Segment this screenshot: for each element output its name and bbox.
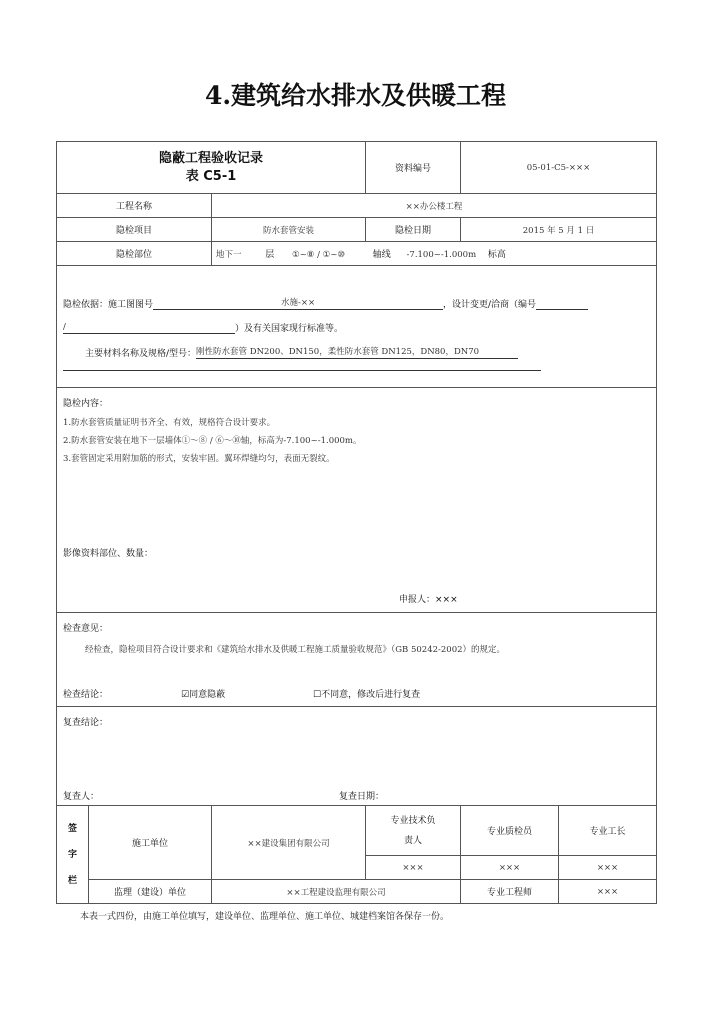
review-date: 复查日期： [339, 792, 385, 802]
agree-checkbox[interactable]: ☑同意隐蔽 [181, 690, 226, 700]
basis-suffix: ）及有关国家现行标准等。 [235, 324, 344, 334]
supervisor-name: ××工程建设监理有限公司 [212, 880, 461, 904]
content-item-3: 3.套管固定采用附加筋的形式，安装牢固。翼环焊缝均匀，表面无裂纹。 [63, 454, 335, 464]
signature-side-label [57, 806, 89, 904]
location-elev-label: 标高 [487, 250, 506, 260]
qc-name: ××× [461, 856, 559, 880]
disagree-checkbox[interactable]: ☐不同意，修改后进行复查 [313, 690, 421, 700]
inspection-text: 经检查，隐检项目符合设计要求和《建筑给水排水及供暖工程施工质量验收规范》（GB 50242-2002）的规定。 [85, 645, 506, 655]
review-label: 复查结论： [63, 718, 109, 728]
form-name: 隐蔽工程验收记录 [158, 150, 263, 166]
project-label: 工程名称 [57, 194, 212, 218]
location-axes: ①~⑧ / ①~⑩ [292, 250, 346, 260]
change-value: / [63, 321, 235, 334]
location-elev: -7.100~-1.000m [406, 250, 477, 260]
content-label: 隐检内容： [63, 399, 109, 409]
location-value [212, 242, 657, 266]
basis-prefix: 隐检依据：施工图图号 [63, 300, 154, 310]
reviewer: 复查人： [63, 792, 100, 802]
content-item-2: 2.防水套管安装在地下一层墙体①～⑧ / ⑥～⑩轴，标高为-7.100~-1.000m。 [63, 436, 362, 446]
material-label: 主要材料名称及规格/型号： [85, 349, 197, 359]
inspection-section [57, 613, 657, 707]
project-value: ××办公楼工程 [212, 194, 657, 218]
image-label: 影像资料部位、数量： [63, 549, 154, 559]
date-value: 2015 年 5 月 1 日 [461, 218, 657, 242]
constructor-label: 施工单位 [89, 806, 212, 880]
material-value: 刚性防水套管 DN200、DN150，柔性防水套管 DN125，DN80，DN70 [196, 346, 518, 359]
location-floor-unit: 层 [265, 250, 275, 260]
doc-no-value: 05-01-C5-××× [461, 142, 657, 194]
item-value: 防水套管安装 [212, 218, 366, 242]
location-floor: 地下一 [216, 250, 242, 260]
location-axis-label: 轴线 [372, 250, 391, 260]
foreman-name: ××× [559, 856, 657, 880]
item-label: 隐检项目 [57, 218, 212, 242]
engineer-name: ××× [559, 880, 657, 904]
tech-head-label: 专业技术负责人 [366, 806, 461, 856]
page-title: 4.建筑给水排水及供暖工程 [204, 81, 507, 110]
footer-note: 本表一式四份，由施工单位填写，建设单位、监理单位、施工单位、城建档案馆各保存一份。 [80, 912, 450, 922]
form-code: 表 C5-1 [185, 168, 237, 184]
doc-no-label: 资料编号 [366, 142, 461, 194]
applicant: 申报人：××× [399, 595, 458, 605]
location-label: 隐检部位 [57, 242, 212, 266]
form-header [57, 142, 366, 194]
conclusion-label: 检查结论： [63, 690, 109, 700]
review-section [57, 707, 657, 806]
tech-head-name: ××× [366, 856, 461, 880]
inspection-record-table [56, 141, 657, 904]
content-section [57, 388, 657, 613]
qc-label: 专业质检员 [461, 806, 559, 856]
sig-char-2: 字 [67, 849, 77, 860]
basis-section [57, 266, 657, 388]
change-label: ，设计变更/洽商（编号 [443, 300, 537, 310]
content-item-1: 1.防水套管质量证明书齐全、有效，规格符合设计要求。 [63, 418, 276, 428]
foreman-label: 专业工长 [559, 806, 657, 856]
engineer-label: 专业工程师 [461, 880, 559, 904]
date-label: 隐检日期 [366, 218, 461, 242]
sig-char-3: 栏 [67, 875, 77, 886]
constructor-name: ××建设集团有限公司 [212, 806, 366, 880]
drawing-no: 水施-×× [153, 297, 443, 310]
inspection-label: 检查意见： [63, 624, 109, 634]
sig-char-1: 签 [67, 823, 77, 834]
supervisor-label: 监理（建设）单位 [89, 880, 212, 904]
